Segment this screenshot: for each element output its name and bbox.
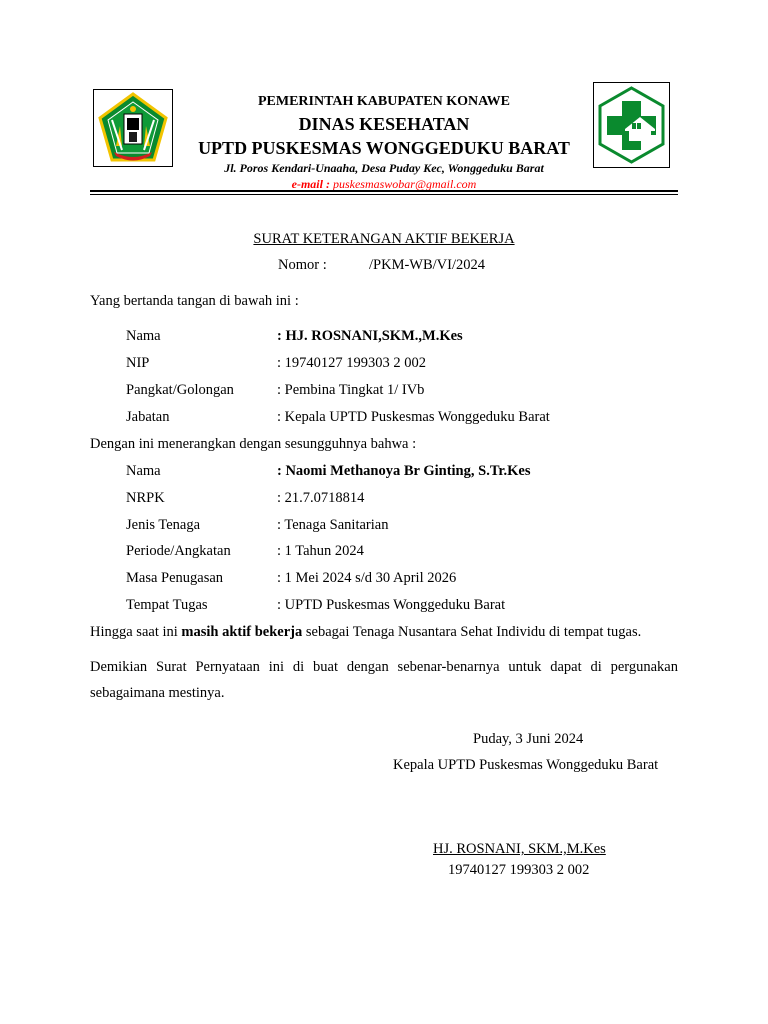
signature-place-date: Puday, 3 Juni 2024 [473,731,584,747]
signer-rank-value: : Pembina Tingkat 1/ IVb [277,382,425,398]
signer-rank-label: Pangkat/Golongan [126,382,234,398]
nomor-label: Nomor : [278,257,327,273]
puskesmas-emblem-icon [594,83,669,167]
signer-position-label: Jabatan [126,409,170,425]
header-organization: UPTD PUSKESMAS WONGGEDUKU BARAT [198,138,570,158]
subject-period-value: : 1 Tahun 2024 [277,543,364,559]
status-line [90,623,641,641]
subject-nrpk-label: NRPK [126,490,165,506]
statement-text: Dengan ini menerangkan dengan sesungguhnya bahwa : [90,436,417,452]
status-bold: masih aktif bekerja [181,624,303,640]
subject-type-label: Jenis Tenaga [126,517,201,533]
left-logo [93,89,173,167]
subject-nrpk-value: : 21.7.0718814 [277,490,365,506]
status-before: Hingga saat ini [90,624,182,640]
signer-nip-label: NIP [126,355,150,371]
header-department: DINAS KESEHATAN [298,114,470,134]
signer-position-value: : Kepala UPTD Puskesmas Wonggeduku Barat [277,409,550,425]
header-divider-thin [90,194,678,195]
subject-term-label: Masa Penugasan [126,570,224,586]
signature-nip: 19740127 199303 2 002 [448,862,590,878]
subject-term-value: : 1 Mei 2024 s/d 30 April 2026 [277,570,457,586]
header-divider-thick [90,190,678,192]
email-address: puskesmaswobar@gmail.com [332,177,477,191]
subject-name-label: Nama [126,463,161,479]
subject-location-value: : UPTD Puskesmas Wonggeduku Barat [277,597,506,613]
subject-name-value: : Naomi Methanoya Br Ginting, S.Tr.Kes [277,463,531,479]
signer-name-label: Nama [126,328,161,344]
closing-paragraph: Demikian Surat Pernyataan ini di buat dengan sebenar-benarnya untuk dapat di pergunakan sebagaimana mestinya. [90,659,678,701]
subject-location-label: Tempat Tugas [126,597,208,613]
signature-name: HJ. ROSNANI, SKM.,M.Kes [433,841,606,857]
signer-nip-value: : 19740127 199303 2 002 [277,355,427,371]
header-government: PEMERINTAH KABUPATEN KONAWE [257,94,510,109]
subject-period-label: Periode/Angkatan [126,543,231,559]
intro-text: Yang bertanda tangan di bawah ini : [90,293,299,309]
signature-position: Kepala UPTD Puskesmas Wonggeduku Barat [393,757,659,773]
signer-name-value: : HJ. ROSNANI,SKM.,M.Kes [277,328,463,344]
konawe-emblem-icon [94,90,172,166]
letter-title: SURAT KETERANGAN AKTIF BEKERJA [253,231,515,247]
email-label: e-mail : [291,177,333,191]
subject-type-value: : Tenaga Sanitarian [277,517,389,533]
status-after: sebagai Tenaga Nusantara Sehat Individu di tempat tugas. [302,624,642,640]
right-logo [593,82,670,168]
nomor-value: /PKM-WB/VI/2024 [369,257,485,273]
header-address: Jl. Poros Kendari-Unaaha, Desa Puday Kec, Wonggeduku Barat [224,161,544,175]
